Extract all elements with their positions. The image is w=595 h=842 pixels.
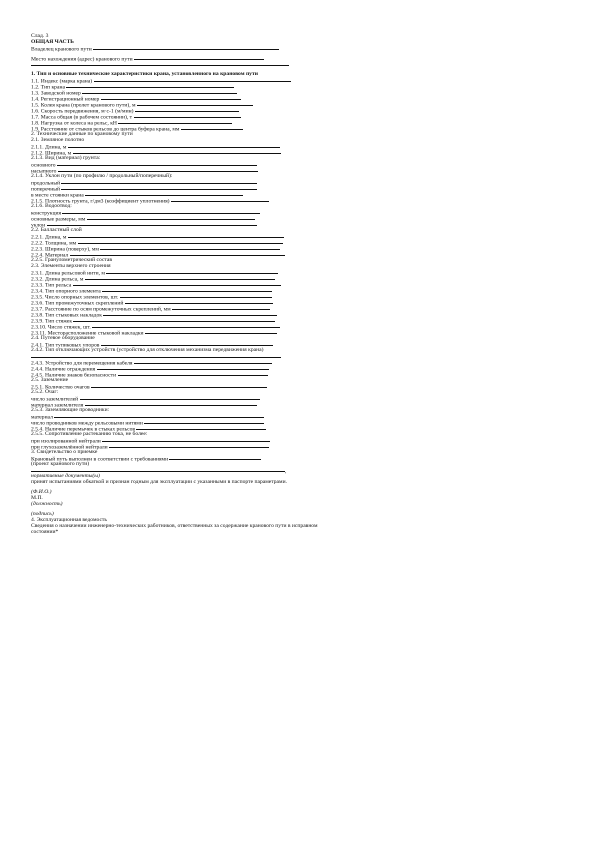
blank-field-line[interactable] [134, 359, 272, 364]
line-text: 2.1. Земляное полотно [31, 137, 85, 143]
blank-field-line[interactable] [125, 299, 273, 304]
line-text: 2.5.5. Сопротивление растеканию тока, не более: [31, 431, 148, 437]
line-text: 2.1.5. Плотность грунта, г/дм3 (коэффициент уплотнения) [31, 198, 171, 205]
line-text: 2.3. Элементы верхнего строения [31, 263, 111, 269]
line-text: 3. Свидетельство о приемке [31, 449, 98, 455]
line-text: 2.2.2. Толщина, мм [31, 240, 78, 247]
line-text: насыпного [31, 168, 58, 175]
line-text: 2.2. Балластный слой [31, 227, 82, 233]
blank-field-line[interactable] [87, 215, 255, 220]
blank-field-line[interactable] [169, 455, 261, 460]
blank-field-line[interactable] [68, 233, 284, 238]
blank-field-line[interactable] [100, 245, 280, 250]
line-text: принят испытаниями обкаткой и признан годным для эксплуатации с указанными в паспорте параметрами. [31, 479, 287, 485]
document-line [31, 529, 571, 535]
blank-field-line[interactable] [91, 383, 267, 388]
line-text: поперечный [31, 186, 62, 193]
blank-field-line[interactable] [106, 269, 278, 274]
blank-field-line[interactable] [47, 221, 257, 226]
line-text: 2.2.5. Гранулометрический состав [31, 257, 113, 263]
blank-field-line[interactable] [78, 239, 283, 244]
line-text: уклон [31, 222, 47, 229]
blank-field-line[interactable] [118, 119, 232, 124]
blank-field-line[interactable] [135, 107, 239, 112]
line-text: М.П. [31, 495, 43, 501]
blank-field-line[interactable] [101, 95, 241, 100]
blank-field-line[interactable] [82, 89, 237, 94]
line-text: ОБЩАЯ ЧАСТЬ [31, 39, 75, 45]
line-text: 2.3.9. Тип стяжек [31, 318, 74, 325]
line-text: число проводников между рельсовыми нитями [31, 420, 145, 427]
line-text: 2.2.4. Материал [31, 252, 70, 259]
blank-field-line[interactable] [57, 161, 257, 166]
line-text: 2.4.2. Тип отключающих устройств (устройство для отключения механизма передвижения крана) [31, 347, 264, 353]
blank-field-line[interactable] [61, 179, 257, 184]
line-text: 4. Эксплуатационная ведомость [31, 517, 107, 523]
line-text: в месте стоянки крана [31, 192, 86, 199]
blank-field-line[interactable] [134, 55, 264, 60]
blank-field-line[interactable] [80, 395, 260, 400]
blank-field-line[interactable] [134, 113, 241, 118]
line-text: (подпись) [31, 511, 54, 517]
line-text: конструкция [31, 210, 63, 217]
line-text: материал заземлителя [31, 402, 85, 409]
blank-field-line[interactable] [172, 305, 270, 310]
blank-field-line[interactable] [31, 61, 289, 66]
line-text: нормативные документы(ы) [31, 473, 100, 479]
line-tail: , [285, 468, 287, 475]
line-text: Крановый путь выполнен в соответствии с требованиями [31, 456, 170, 463]
blank-field-line[interactable] [73, 317, 275, 322]
blank-field-line[interactable] [171, 197, 269, 202]
blank-field-line[interactable] [103, 311, 277, 316]
line-text: 2.3.6. Тип промежуточных скреплений [31, 300, 125, 307]
blank-field-line[interactable] [101, 341, 273, 346]
line-text: основные размеры, мм [31, 216, 87, 223]
line-text: Сведения о назначении инженерно-технических работников, ответственных за содержание кранового пути в исправном [31, 523, 318, 529]
line-text: состоянии* [31, 529, 59, 535]
blank-field-line[interactable] [85, 401, 257, 406]
line-text: 2.3.8. Тип стыковых накладок [31, 312, 104, 319]
line-text: 2.3.7. Расстояние по осям промежуточных скреплений, мм [31, 306, 173, 313]
line-text: 2.1.6. Водоотвод: [31, 203, 72, 209]
line-text: 2.3.10. Число стяжек, шт. [31, 324, 93, 331]
blank-field-line[interactable] [31, 467, 287, 475]
line-text: 1.6. Скорость передвижения, м·с-1 (м/мин) [31, 108, 135, 115]
blank-field-line[interactable] [102, 437, 270, 442]
blank-field-line[interactable] [120, 293, 272, 298]
line-text: 2.1.1. Длина, м [31, 144, 68, 151]
line-text: 2.1.2. Ширина, м [31, 150, 73, 157]
line-text: 1.2. Тип крана [31, 84, 67, 91]
line-text: 2.3.2. Длина рельса, м [31, 276, 85, 283]
line-text: 2.3.1. Длина рельсовой нити, м [31, 270, 107, 277]
blank-field-line[interactable] [31, 353, 281, 358]
blank-field-line[interactable] [61, 185, 257, 190]
line-text: Владелец кранового пути [31, 46, 94, 53]
line-text: Место нахождения (адрес) кранового пути [31, 56, 134, 63]
blank-field-line[interactable] [62, 209, 260, 214]
document-page [31, 33, 571, 535]
line-text: 1.9. Расстояние от стыков рельсов до центра буфера крана, мм [31, 126, 181, 133]
line-text: 2.5.4. Наличие перемычек в стыках рельсов [31, 426, 137, 433]
line-text: 1. Тип и основные технические характеристики крана, установленного на крановом пути [31, 71, 258, 77]
line-text: 2.5. Заземление [31, 377, 69, 383]
line-text: продольный [31, 180, 62, 187]
line-text: 2.4.3. Устройство для перемещения кабеля [31, 360, 134, 367]
line-text: 2.1.3. Вид (материал) грунта: [31, 155, 101, 161]
blank-field-line[interactable] [145, 329, 277, 334]
line-text: 2.5.3. Заземляющие проводники: [31, 407, 110, 413]
line-text: основного [31, 162, 57, 169]
blank-field-line[interactable] [136, 425, 266, 430]
line-text: при изолированной нейтрали [31, 438, 103, 445]
line-text: при глухозаземлённой нейтрали [31, 444, 110, 451]
blank-field-line[interactable] [54, 413, 264, 418]
line-text: 2.3.11. Месторасположение стыковой накладки [31, 330, 145, 337]
blank-field-line[interactable] [102, 287, 272, 292]
line-text: Слад. 3 [31, 33, 49, 39]
line-text: число заземлителей [31, 396, 80, 403]
line-text: (проект кранового пути) [31, 461, 90, 467]
blank-field-line[interactable] [85, 275, 275, 280]
line-text: 2. Техническиe данные по крановому пути [31, 131, 133, 137]
blank-field-line[interactable] [58, 167, 258, 172]
line-text: 1.5. Колея крана (пролет кранового пути), м [31, 102, 137, 109]
line-text: 2.5.1. Количество очагов [31, 384, 92, 391]
blank-field-line[interactable] [109, 443, 269, 448]
blank-field-line[interactable] [137, 101, 253, 106]
blank-field-line[interactable] [92, 323, 280, 328]
blank-field-line[interactable] [144, 419, 264, 424]
blank-field-line[interactable] [97, 365, 269, 370]
blank-field-line[interactable] [73, 149, 281, 154]
line-text: 2.1.4. Уклон пути (по профилю / продольный/поперечный): [31, 173, 173, 179]
line-text: материал [31, 414, 55, 421]
line-text: 2.3.3. Тип рельса [31, 282, 73, 289]
line-text: 1.1. Индекс (марка крана) [31, 78, 94, 85]
line-text: 1.4. Регистрационный номер [31, 96, 101, 103]
line-text: 2.4.5. Наличие знаков безопасности [31, 372, 118, 379]
line-text: (должность) [31, 501, 63, 507]
line-text: 2.5.2. Очаг: [31, 389, 59, 395]
line-text: 2.4.1. Тип тупиковых упоров [31, 342, 101, 349]
line-text: 1.8. Нагрузка от колеса на рельс, кН [31, 120, 119, 127]
line-text: 2.3.5. Число опорных элементов, шт. [31, 294, 120, 301]
blank-field-line[interactable] [94, 77, 291, 82]
blank-field-line[interactable] [118, 371, 268, 376]
blank-field-line[interactable] [70, 251, 285, 256]
blank-field-line[interactable] [66, 83, 234, 88]
line-text: (Ф.И.О.) [31, 489, 52, 495]
blank-field-line[interactable] [85, 191, 243, 196]
line-text: 2.2.3. Ширина (поверху), мм [31, 246, 101, 253]
line-text: 2.4. Путевое оборудование [31, 335, 95, 341]
line-text: 2.2.1. Длина, м [31, 234, 68, 241]
blank-field-line[interactable] [68, 143, 280, 148]
line-text: 2.4.4. Наличие ограждения [31, 366, 97, 373]
line-text: 2.3.4. Тип опорного элемента [31, 288, 103, 295]
blank-field-line[interactable] [181, 125, 243, 130]
blank-field-line[interactable] [93, 45, 279, 50]
line-text: 1.7. Масса общая (в рабочем состоянии), т [31, 114, 134, 121]
line-text: 1.3. Заводской номер [31, 90, 83, 97]
blank-field-line[interactable] [73, 281, 281, 286]
